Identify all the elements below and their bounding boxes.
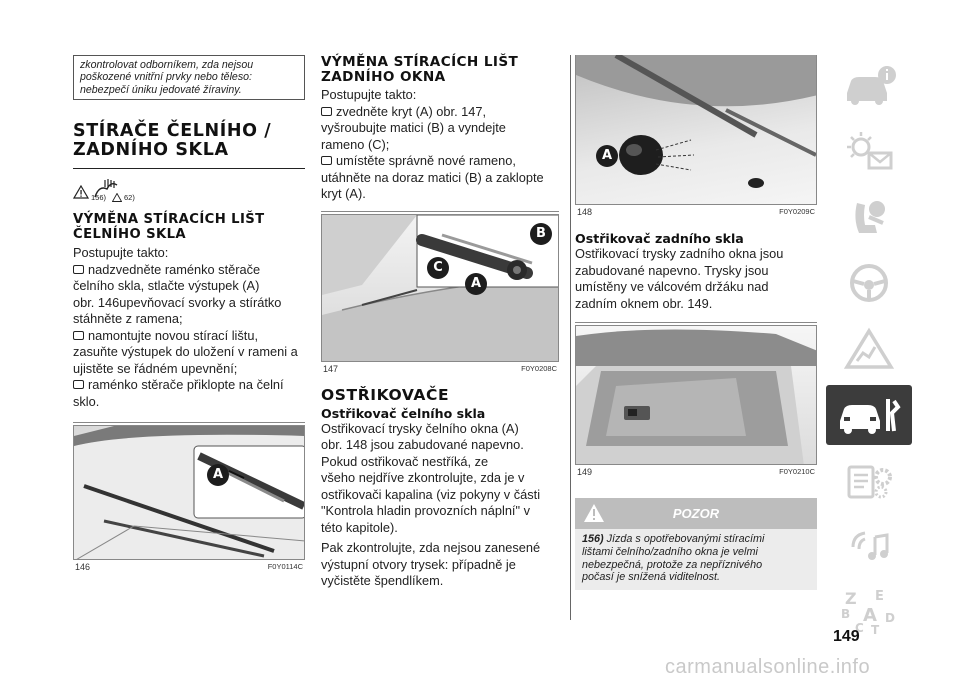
warning-body: 156) Jízda s opotřebovanými stíracími lištami čelního/zadního okna je velmi nebezpečná, protože za nepříznivého počasí je snížená viditelnost. bbox=[575, 529, 817, 590]
list-item: nadzvedněte raménko stěrače čelního skla, stlačte výstupek (A) obr. 146upevňovací svorky a stírátko stáhněte z ramena; bbox=[73, 261, 282, 327]
figure-code: F0Y0208C bbox=[521, 363, 557, 373]
figure-146 bbox=[73, 425, 305, 560]
checkbox-bullet-icon bbox=[321, 156, 332, 165]
warning-ref: 156) bbox=[582, 533, 604, 545]
figure-caption bbox=[321, 362, 559, 374]
figure-code: F0Y0114C bbox=[267, 562, 303, 572]
warning-triangle-icon bbox=[583, 503, 605, 523]
rear-window-illustration bbox=[576, 326, 817, 465]
front-washer-text: Ostřikovací trysky čelního okna (A) obr. 148 jsou zabudované napevno. Pokud ostřikovač nestříká, ze všeho nejdříve zkontrolujte, zda je v ostřikovači kapalina (viz pokyny v části "Kontrola hladin provozních náplní" v této kapitole). bbox=[321, 420, 541, 535]
warning-title: POZOR bbox=[672, 506, 720, 521]
figure-rule bbox=[575, 322, 817, 323]
figure-rule bbox=[73, 422, 305, 423]
windshield-wiper-illustration bbox=[74, 426, 305, 560]
title-rule bbox=[73, 168, 305, 169]
nozzle-check-text: Pak zkontrolujte, zda nejsou zanesené výstupní otvory trysek: případně je vyčistěte špendlíkem. bbox=[321, 540, 541, 588]
page-number: 149 bbox=[833, 628, 860, 645]
ref-62: 62) bbox=[124, 193, 135, 203]
list-item: namontujte novou stírací lištu, zasuňte výstupek do uložení v rameni a ujistěte se řádném upevnění; bbox=[73, 327, 298, 376]
tab-car-settings[interactable] bbox=[826, 451, 912, 511]
column-divider bbox=[570, 55, 571, 620]
steering-wheel-icon bbox=[839, 261, 899, 305]
ref-156: 156) bbox=[91, 193, 107, 203]
figure-rule bbox=[321, 211, 559, 212]
figure-number: 147 bbox=[323, 363, 339, 374]
callout-a: A bbox=[596, 145, 618, 167]
tab-car-info[interactable] bbox=[826, 55, 912, 115]
note-box bbox=[73, 55, 305, 100]
chapter-sidebar bbox=[826, 55, 912, 649]
column-2 bbox=[321, 55, 559, 590]
watermark: carmanualsonline.info bbox=[665, 656, 871, 678]
figure-code: F0Y0210C bbox=[779, 467, 815, 476]
step-list bbox=[321, 104, 559, 203]
tab-car-service[interactable] bbox=[826, 385, 912, 445]
checkbox-bullet-icon bbox=[73, 380, 84, 389]
rear-washer-text: Ostřikovací trysky zadního okna jsou zabudované napevno. Trysky jsou umístěny ve válcovém držáku nad zadním oknem obr. 149. bbox=[575, 246, 784, 311]
index-letters-icon: Z E B A C D T bbox=[841, 589, 895, 637]
tab-steering-wheel[interactable] bbox=[826, 253, 912, 313]
warning-road-icon bbox=[839, 327, 899, 371]
intro-text: Postupujte takto: bbox=[73, 245, 169, 261]
list-item: raménko stěrače přiklopte na čelní sklo. bbox=[73, 377, 284, 409]
car-service-icon bbox=[834, 393, 904, 437]
note-line: poškozené vnitřní prvky nebo těleso: bbox=[80, 71, 252, 84]
column-1 bbox=[73, 55, 305, 572]
step-list bbox=[73, 262, 305, 411]
figure-149 bbox=[575, 325, 817, 465]
rear-wiper-illustration bbox=[322, 215, 559, 362]
car-info-icon bbox=[839, 63, 899, 107]
warning-box bbox=[575, 498, 817, 590]
list-item: umístěte správně nové rameno, utáhněte na doraz matici (B) a zaklopte kryt (A). bbox=[321, 153, 544, 201]
figure-number: 146 bbox=[75, 562, 91, 573]
warning-header bbox=[575, 498, 817, 529]
section-title-rear: VÝMĚNA STÍRACÍCH LIŠT ZADNÍHO OKNA bbox=[321, 54, 519, 85]
column-3 bbox=[575, 55, 817, 590]
figure-code: F0Y0209C bbox=[779, 207, 815, 216]
airbag-seat-icon bbox=[839, 195, 899, 239]
figure-148 bbox=[575, 55, 817, 205]
intro-text: Postupujte takto: bbox=[321, 87, 417, 102]
figure-caption bbox=[575, 465, 817, 477]
section-title-front: VÝMĚNA STÍRACÍCH LIŠT ČELNÍHO SKLA bbox=[73, 212, 265, 242]
tab-warning-road[interactable] bbox=[826, 319, 912, 379]
washer-nozzle-illustration bbox=[576, 55, 817, 205]
figure-number: 149 bbox=[577, 467, 593, 477]
figure-number: 148 bbox=[577, 207, 593, 217]
front-washer-subtitle: Ostřikovač čelního skla bbox=[321, 405, 486, 421]
checkbox-bullet-icon bbox=[321, 107, 332, 116]
checkbox-bullet-icon bbox=[73, 265, 84, 274]
callout-b: B bbox=[530, 223, 552, 245]
figure-caption bbox=[73, 560, 305, 572]
callout-c: C bbox=[427, 257, 449, 279]
washers-title: OSTŘIKOVAČE bbox=[321, 385, 450, 404]
warning-triangle-small-icon bbox=[112, 193, 122, 202]
checkbox-bullet-icon bbox=[73, 331, 84, 340]
tab-music-phone[interactable] bbox=[826, 517, 912, 577]
list-item: zvedněte kryt (A) obr. 147, vyšroubujte matici (B) a vyndejte rameno (C); bbox=[321, 103, 506, 152]
rear-washer-subtitle: Ostřikovač zadního skla bbox=[575, 231, 744, 246]
warning-triangle-icon bbox=[73, 185, 89, 199]
music-phone-icon bbox=[839, 525, 899, 569]
callout-a: A bbox=[207, 464, 229, 486]
chapter-title: STÍRAČE ČELNÍHO / ZADNÍHO SKLA bbox=[73, 121, 272, 161]
car-settings-icon bbox=[839, 459, 899, 503]
figure-147 bbox=[321, 214, 559, 362]
note-line: nebezpečí úniku jedovaté žíraviny. bbox=[80, 83, 242, 96]
lights-message-icon bbox=[839, 129, 899, 173]
figure-caption bbox=[575, 205, 817, 217]
tab-airbag-seat[interactable] bbox=[826, 187, 912, 247]
tab-lights-message[interactable] bbox=[826, 121, 912, 181]
callout-a: A bbox=[465, 273, 487, 295]
note-line: zkontrolovat odborníkem, zda nejsou bbox=[80, 59, 254, 71]
